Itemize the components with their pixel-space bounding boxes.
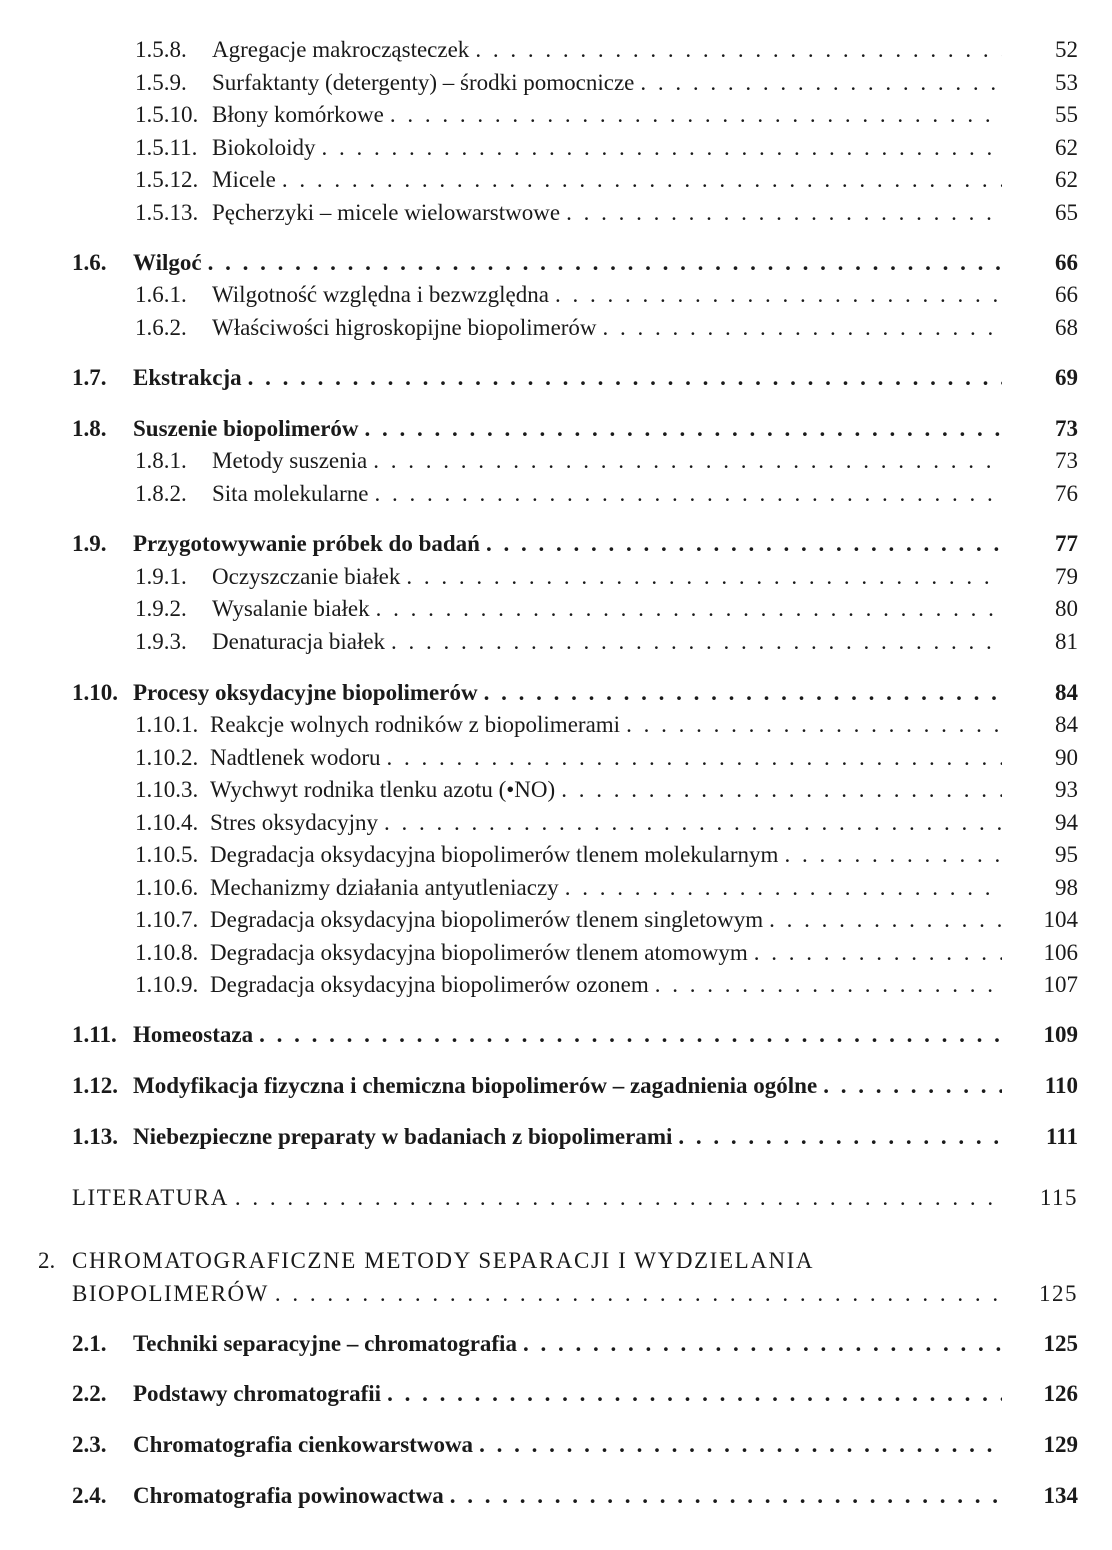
entry-page: 76	[1055, 481, 1078, 506]
section-title: Suszenie biopolimerów	[133, 416, 359, 441]
entry-number: 1.9.2.	[135, 596, 187, 621]
toc-section[interactable]	[0, 1480, 1112, 1512]
entry-page: 73	[1055, 448, 1078, 473]
leader-dots	[484, 677, 1002, 709]
leader-dots	[322, 132, 1002, 164]
toc-entry[interactable]	[0, 561, 1112, 593]
section-page: 110	[1044, 1073, 1078, 1098]
leader-dots	[365, 413, 1002, 445]
toc-section[interactable]	[0, 1328, 1112, 1360]
toc-entry[interactable]	[0, 279, 1112, 311]
section-title: Techniki separacyjne – chromatografia	[133, 1331, 517, 1356]
entry-page: 52	[1055, 37, 1078, 62]
entry-page: 90	[1055, 745, 1078, 770]
toc-section[interactable]	[0, 247, 1112, 279]
section-title: Chromatografia cienkowarstwowa	[133, 1432, 474, 1457]
leader-dots	[486, 528, 1002, 560]
toc-entry[interactable]	[0, 99, 1112, 131]
entry-title: Właściwości higroskopijne biopolimerów	[212, 315, 597, 340]
entry-title: Wilgotność względna i bezwzględna	[212, 282, 549, 307]
toc-section[interactable]	[0, 1070, 1112, 1102]
toc-entry[interactable]	[0, 132, 1112, 164]
entry-number: 1.5.12.	[135, 167, 199, 192]
section-title: Niebezpieczne preparaty w badaniach z biopolimerami	[133, 1124, 673, 1149]
section-number: 2.3.	[72, 1432, 107, 1457]
section-page: 126	[1043, 1381, 1078, 1406]
toc-entry[interactable]	[0, 839, 1112, 871]
section-number: 2.1.	[72, 1331, 107, 1356]
section-title: Procesy oksydacyjne biopolimerów	[133, 680, 478, 705]
section-number: 1.12.	[72, 1073, 118, 1098]
entry-number: 1.9.1.	[135, 564, 187, 589]
entry-title: Metody suszenia	[212, 448, 368, 473]
section-number: 1.10.	[72, 680, 118, 705]
chapter-page: 125	[1039, 1281, 1078, 1306]
chapter-number: 2.	[38, 1248, 56, 1273]
entry-title: Degradacja oksydacyjna biopolimerów tlenem molekularnym	[210, 842, 779, 867]
entry-title: Wysalanie białek	[212, 596, 370, 621]
entry-title: Degradacja oksydacyjna biopolimerów tlenem atomowym	[210, 940, 748, 965]
entry-number: 1.10.5.	[135, 842, 199, 867]
entry-title: Agregacje makrocząsteczek	[212, 37, 470, 62]
toc-literatura[interactable]	[0, 1182, 1112, 1214]
leader-dots	[640, 67, 1002, 99]
entry-number: 1.10.1.	[135, 712, 199, 737]
entry-title: Degradacja oksydacyjna biopolimerów ozonem	[210, 972, 649, 997]
toc-section[interactable]	[0, 677, 1112, 709]
toc-section[interactable]	[0, 413, 1112, 445]
toc-entry[interactable]	[0, 937, 1112, 969]
leader-dots	[566, 197, 1002, 229]
entry-page: 106	[1043, 940, 1078, 965]
entry-title: Surfaktanty (detergenty) – środki pomocnicze	[212, 70, 635, 95]
entry-number: 1.10.8.	[135, 940, 199, 965]
entry-title: Wychwyt rodnika tlenku azotu (•NO)	[210, 777, 556, 802]
entry-page: 53	[1055, 70, 1078, 95]
entry-page: 95	[1055, 842, 1078, 867]
toc-section[interactable]	[0, 1121, 1112, 1153]
entry-number: 1.10.6.	[135, 875, 199, 900]
toc-entry[interactable]	[0, 904, 1112, 936]
toc-section[interactable]	[0, 528, 1112, 560]
entry-number: 1.9.3.	[135, 629, 187, 654]
toc-entry[interactable]	[0, 164, 1112, 196]
section-page: 109	[1043, 1022, 1078, 1047]
section-page: 69	[1055, 365, 1078, 390]
entry-number: 1.5.13.	[135, 200, 199, 225]
entry-number: 1.5.8.	[135, 37, 187, 62]
leader-dots	[387, 1378, 1002, 1410]
leader-dots	[376, 593, 1002, 625]
leader-dots	[248, 362, 1002, 394]
literatura-title: LITERATURA	[72, 1185, 229, 1210]
toc-section[interactable]	[0, 362, 1112, 394]
entry-page: 66	[1055, 282, 1078, 307]
leader-dots	[282, 164, 1002, 196]
toc-entry[interactable]	[0, 774, 1112, 806]
leader-dots	[373, 445, 1002, 477]
entry-page: 104	[1043, 907, 1078, 932]
entry-page: 81	[1055, 629, 1078, 654]
leader-dots	[565, 872, 1002, 904]
entry-page: 84	[1055, 712, 1078, 737]
entry-number: 1.10.2.	[135, 745, 199, 770]
entry-page: 62	[1055, 167, 1078, 192]
leader-dots	[479, 1429, 1002, 1461]
leader-dots	[387, 742, 1002, 774]
section-title: Podstawy chromatografii	[133, 1381, 382, 1406]
entry-page: 98	[1055, 875, 1078, 900]
entry-page: 79	[1055, 564, 1078, 589]
entry-page: 68	[1055, 315, 1078, 340]
leader-dots	[603, 312, 1002, 344]
toc-entry[interactable]	[0, 478, 1112, 510]
leader-dots	[406, 561, 1002, 593]
leader-dots	[208, 247, 1002, 279]
section-page: 125	[1043, 1331, 1078, 1356]
toc-entry[interactable]	[0, 969, 1112, 1001]
leader-dots	[259, 1019, 1002, 1051]
entry-page: 107	[1043, 972, 1078, 997]
entry-title: Reakcje wolnych rodników z biopolimerami	[210, 712, 621, 737]
entry-title: Micele	[212, 167, 276, 192]
entry-title: Biokoloidy	[212, 135, 316, 160]
section-title: Ekstrakcja	[133, 365, 242, 390]
entry-page: 94	[1055, 810, 1078, 835]
section-title: Przygotowywanie próbek do badań	[133, 531, 480, 556]
toc-entry[interactable]	[0, 197, 1112, 229]
entry-number: 1.10.4.	[135, 810, 199, 835]
toc-section[interactable]	[0, 1429, 1112, 1461]
entry-title: Denaturacja białek	[212, 629, 386, 654]
section-page: 129	[1043, 1432, 1078, 1457]
entry-page: 65	[1055, 200, 1078, 225]
section-title: Modyfikacja fizyczna i chemiczna biopolimerów – zagadnienia ogólne	[133, 1073, 818, 1098]
section-number: 1.9.	[72, 531, 107, 556]
section-number: 1.6.	[72, 250, 107, 275]
toc-entry[interactable]	[0, 593, 1112, 625]
entry-number: 1.8.1.	[135, 448, 187, 473]
leader-dots	[769, 904, 1002, 936]
entry-number: 1.5.9.	[135, 70, 187, 95]
toc-entry[interactable]	[0, 709, 1112, 741]
leader-dots	[375, 478, 1003, 510]
entry-page: 55	[1055, 102, 1078, 127]
toc-section[interactable]	[0, 1019, 1112, 1051]
chapter-2-heading[interactable]	[0, 1245, 1112, 1277]
section-page: 66	[1055, 250, 1078, 275]
entry-number: 1.10.7.	[135, 907, 199, 932]
section-number: 2.2.	[72, 1381, 107, 1406]
toc-entry[interactable]	[0, 445, 1112, 477]
entry-page: 80	[1055, 596, 1078, 621]
leader-dots	[626, 709, 1002, 741]
leader-dots	[784, 839, 1002, 871]
section-page: 84	[1055, 680, 1078, 705]
entry-title: Sita molekularne	[212, 481, 369, 506]
toc-entry[interactable]	[0, 626, 1112, 658]
entry-number: 1.6.1.	[135, 282, 187, 307]
section-number: 1.7.	[72, 365, 107, 390]
entry-number: 1.10.3.	[135, 777, 199, 802]
entry-number: 1.6.2.	[135, 315, 187, 340]
section-title: Homeostaza	[133, 1022, 254, 1047]
leader-dots	[275, 1278, 1002, 1310]
entry-title: Pęcherzyki – micele wielowarstwowe	[212, 200, 561, 225]
leader-dots	[384, 807, 1002, 839]
entry-page: 93	[1055, 777, 1078, 802]
leader-dots	[823, 1070, 1002, 1102]
section-page: 134	[1043, 1483, 1078, 1508]
entry-title: Stres oksydacyjny	[210, 810, 379, 835]
chapter-title-line2: BIOPOLIMERÓW	[72, 1281, 269, 1306]
toc-section[interactable]	[0, 1378, 1112, 1410]
leader-dots	[390, 99, 1002, 131]
section-number: 1.13.	[72, 1124, 118, 1149]
leader-dots	[391, 626, 1002, 658]
leader-dots	[475, 34, 1002, 66]
entry-title: Oczyszczanie białek	[212, 564, 401, 589]
toc-entry[interactable]	[0, 872, 1112, 904]
toc-entry[interactable]	[0, 742, 1112, 774]
toc-entry[interactable]	[0, 67, 1112, 99]
chapter-2-title-line2[interactable]	[0, 1278, 1112, 1310]
leader-dots	[555, 279, 1002, 311]
entry-page: 62	[1055, 135, 1078, 160]
section-page: 111	[1046, 1124, 1078, 1149]
entry-number: 1.5.11.	[135, 135, 198, 160]
leader-dots	[678, 1121, 1002, 1153]
entry-title: Błony komórkowe	[212, 102, 384, 127]
leader-dots	[754, 937, 1002, 969]
leader-dots	[450, 1480, 1002, 1512]
chapter-title-line1: CHROMATOGRAFICZNE METODY SEPARACJI I WYDZIELANIA	[72, 1248, 815, 1273]
entry-title: Nadtlenek wodoru	[210, 745, 381, 770]
section-page: 77	[1055, 531, 1078, 556]
section-title: Chromatografia powinowactwa	[133, 1483, 444, 1508]
entry-number: 1.10.9.	[135, 972, 199, 997]
section-number: 1.11.	[72, 1022, 117, 1047]
entry-number: 1.5.10.	[135, 102, 199, 127]
entry-number: 1.8.2.	[135, 481, 187, 506]
leader-dots	[235, 1182, 1002, 1214]
toc-entry[interactable]	[0, 312, 1112, 344]
literatura-page: 115	[1039, 1185, 1078, 1210]
entry-title: Degradacja oksydacyjna biopolimerów tlenem singletowym	[210, 907, 764, 932]
leader-dots	[561, 774, 1002, 806]
section-title: Wilgoć	[133, 250, 202, 275]
leader-dots	[523, 1328, 1002, 1360]
entry-title: Mechanizmy działania antyutleniaczy	[210, 875, 559, 900]
leader-dots	[655, 969, 1002, 1001]
toc-entry[interactable]	[0, 807, 1112, 839]
section-number: 2.4.	[72, 1483, 107, 1508]
toc-entry[interactable]	[0, 34, 1112, 66]
section-page: 73	[1055, 416, 1078, 441]
section-number: 1.8.	[72, 416, 107, 441]
